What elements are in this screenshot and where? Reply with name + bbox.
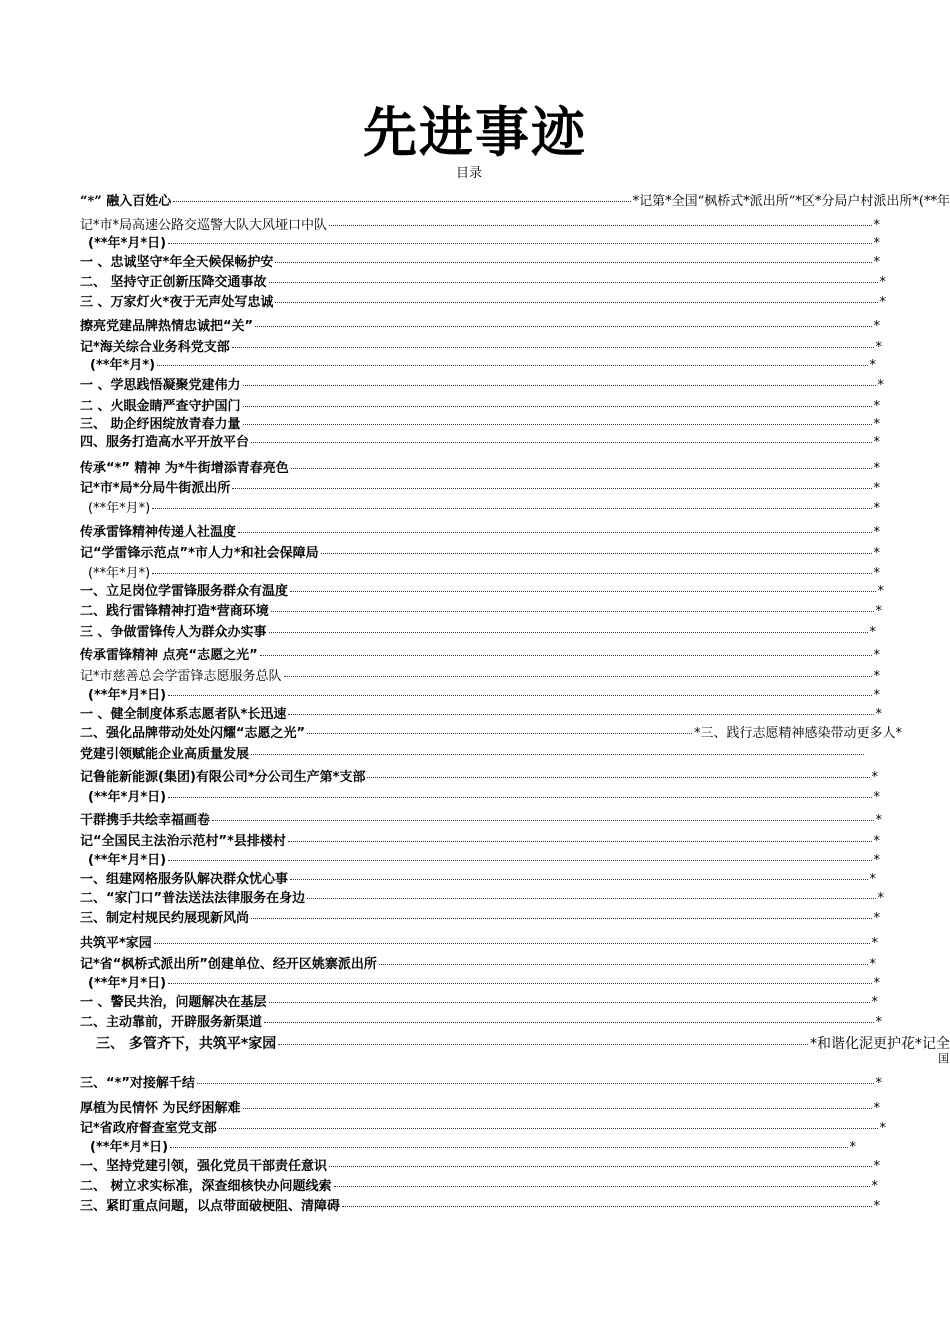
toc-entry-title: 记鲁能新能源(集团)有限公司*分公司生产第*支部 [80, 770, 366, 785]
toc-page-number: * [873, 501, 880, 516]
toc-entry[interactable] [80, 431, 880, 451]
toc-leader [290, 868, 867, 880]
toc-page-number: * [873, 669, 880, 684]
toc-entry[interactable] [80, 644, 880, 664]
toc-page-number: * [873, 834, 880, 849]
toc-page-number: * [873, 399, 880, 414]
toc-entry[interactable] [88, 562, 880, 582]
toc-entry-title: 干群携手共绘幸福画卷 [80, 813, 211, 828]
toc-entry-title: 一、坚持党建引领，强化党员干部责任意识 [80, 1159, 328, 1174]
toc-entry-title: 记*市*局*分局牛街派出所 [80, 481, 231, 496]
toc-leader [379, 953, 868, 965]
toc-entry[interactable] [80, 1011, 882, 1031]
toc-page-number: * [873, 1159, 880, 1174]
toc-leader [255, 315, 871, 327]
toc-entry[interactable] [80, 374, 884, 394]
toc-page-number: * [873, 790, 880, 805]
toc-page-number: * [875, 604, 882, 619]
toc-entry-title: 二、“家门口”普法送法法律服务在身边 [80, 891, 306, 906]
toc-entry[interactable] [88, 972, 880, 992]
toc-entry[interactable] [80, 991, 878, 1011]
toc-leader [152, 562, 871, 574]
toc-entry-title: 一 、忠诚坚守*年全天候保畅护安 [80, 255, 274, 270]
toc-page-number: * [873, 976, 880, 991]
toc-leader [232, 477, 871, 489]
toc-entry-title: (**年*月*日) [88, 853, 167, 868]
toc-entry-title: 二、强化品牌带动处处闪耀“志愿之光” [80, 726, 306, 741]
toc-entry[interactable] [80, 580, 884, 600]
toc-entry-title: 传承雷锋精神传递人社温度 [80, 525, 237, 540]
toc-entry-title: 一、组建网格服务队解决群众忧心事 [80, 872, 289, 887]
toc-entry[interactable] [80, 315, 880, 335]
toc-entry-title: 二、主动靠前，开辟服务新渠道 [80, 1015, 263, 1030]
toc-page-number: * [871, 995, 878, 1010]
toc-leader [152, 497, 871, 509]
toc-entry-title: 记“学雷锋示范点”*市人力*和社会保障局 [80, 546, 319, 561]
toc-page-number: * [873, 435, 880, 450]
toc-page-number: * [873, 236, 880, 251]
toc-page-number: * [873, 319, 880, 334]
toc-leader [170, 1136, 847, 1148]
toc-entry-tail: *和谐化泥更护花*记全 [810, 1036, 950, 1052]
toc-page-number: * [869, 872, 876, 887]
toc-entry-title: 传承雷锋精神 点亮“志愿之光” [80, 648, 258, 663]
toc-entry[interactable] [80, 743, 866, 763]
toc-leader [219, 1117, 878, 1129]
toc-leader [168, 786, 871, 798]
toc-page-number: * [849, 1140, 856, 1155]
toc-entry[interactable] [80, 665, 880, 685]
toc-entry[interactable] [80, 868, 876, 888]
toc-leader [168, 684, 871, 696]
toc-entry[interactable] [80, 722, 902, 742]
toc-leader [168, 972, 871, 984]
toc-entry[interactable] [80, 600, 882, 620]
toc-leader [291, 457, 872, 469]
toc-page-number: * [875, 1076, 882, 1091]
toc-entry-title: (**年*月*日) [88, 688, 167, 703]
toc-leader [212, 809, 873, 821]
toc-entry[interactable] [80, 1175, 878, 1195]
toc-entry[interactable] [80, 477, 880, 497]
toc-entry[interactable] [96, 1033, 950, 1053]
toc-entry-tail: *三、践行志愿精神感染带动更多人* [693, 726, 902, 741]
toc-heading: 目录 [455, 166, 482, 181]
toc-entry-title: 一 、警民共治，问题解决在基层 [80, 995, 267, 1010]
toc-page-number: * [875, 340, 882, 355]
toc-page-number: * [871, 936, 878, 951]
toc-leader [243, 1097, 872, 1109]
toc-page-number: * [873, 546, 880, 561]
toc-entry-title: (**年*月*日) [88, 976, 167, 991]
toc-entry-title: 三 、争做雷锋传人为群众办实事 [80, 625, 267, 640]
toc-entry-title: 三、 助企纾困绽放青春力量 [80, 417, 241, 432]
toc-entry[interactable] [80, 413, 880, 433]
toc-entry-title: 记*市*局高速公路交巡警大队大风垭口中队 [80, 218, 328, 233]
toc-entry[interactable] [80, 251, 880, 271]
toc-page-number: * [869, 625, 876, 640]
toc-leader [342, 1195, 871, 1207]
toc-entry[interactable] [80, 621, 876, 641]
toc-entry[interactable] [80, 1097, 880, 1117]
toc-leader [269, 271, 878, 283]
toc-entry[interactable] [80, 887, 884, 907]
toc-entry-title: 记*省政府督查室党支部 [80, 1121, 217, 1136]
toc-entry-title: 一、立足岗位学雷锋服务群众有温度 [80, 584, 289, 599]
toc-leader [173, 190, 630, 202]
toc-page-number: * [873, 1199, 880, 1214]
toc-page-number: * [873, 648, 880, 663]
toc-entry-title: 传承“*” 精神 为*牛街增添青春亮色 [80, 461, 289, 476]
toc-leader [269, 621, 868, 633]
toc-page-number: * [879, 275, 886, 290]
toc-entry-title: 一 、学思践悟凝聚党建伟力 [80, 378, 241, 393]
toc-leader [251, 907, 871, 919]
toc-leader [168, 849, 871, 861]
toc-entry-title: 厚植为民情怀 为民纾困解难 [80, 1101, 241, 1116]
toc-leader [154, 932, 870, 944]
toc-entry-title: 记*海关综合业务科党支部 [80, 340, 230, 355]
toc-page-number: * [877, 891, 884, 906]
toc-page-number: * [873, 853, 880, 868]
toc-leader [243, 395, 872, 407]
toc-entry-title: 一 、健全制度体系志愿者队*长迅速 [80, 707, 287, 722]
toc-entry-tail: *记第*全国“枫桥式*派出所”*区*分局户村派出所*(**年 [632, 194, 950, 209]
toc-entry[interactable] [80, 907, 880, 927]
toc-entry[interactable] [88, 849, 880, 869]
toc-leader [275, 291, 877, 303]
toc-page-number: * [875, 813, 882, 828]
toc-page-number: * [873, 218, 880, 233]
toc-page-number: * [873, 525, 880, 540]
toc-leader [243, 374, 876, 386]
toc-entry[interactable] [88, 232, 880, 252]
toc-entry[interactable] [80, 271, 886, 291]
toc-leader [367, 766, 869, 778]
toc-entry[interactable] [90, 354, 876, 374]
toc-leader [264, 1011, 873, 1023]
toc-leader [238, 521, 871, 533]
toc-page-number: * [873, 566, 880, 581]
stray-character: 国 [938, 1052, 949, 1065]
toc-leader [275, 251, 871, 263]
toc-page-number: * [873, 255, 880, 270]
toc-entry[interactable] [80, 1117, 886, 1137]
toc-leader [288, 830, 872, 842]
toc-page-number: * [879, 1121, 886, 1136]
toc-entry-title: 三、 多管齐下，共筑平*家园 [96, 1036, 277, 1052]
toc-page-number: * [873, 417, 880, 432]
toc-entry[interactable] [80, 336, 882, 356]
toc-entry[interactable] [80, 766, 878, 786]
toc-leader [197, 1072, 874, 1084]
toc-leader [168, 232, 871, 244]
toc-entry-title: (**年*月*日) [88, 790, 167, 805]
toc-entry-title: 四、服务打造高水平开放平台 [80, 435, 250, 450]
toc-page-number: * [875, 707, 882, 722]
toc-leader [278, 1033, 808, 1045]
toc-entry[interactable] [80, 457, 880, 477]
toc-page-number: * [873, 688, 880, 703]
toc-entry-title: 记*省“枫桥式派出所”创建单位、经开区姚寨派出所 [80, 957, 377, 972]
toc-entry-title: 共筑平*家园 [80, 936, 152, 951]
toc-entry-title: 擦亮党建品牌热情忠诚把“关” [80, 319, 254, 334]
toc-leader [260, 644, 872, 656]
toc-entry[interactable] [80, 214, 880, 234]
toc-entry[interactable] [80, 932, 878, 952]
toc-leader [251, 743, 864, 755]
toc-leader [329, 1155, 871, 1167]
toc-entry-title: 二 、火眼金睛严查守护国门 [80, 399, 241, 414]
toc-entry-title: (**年*月*日) [88, 236, 167, 251]
toc-leader [307, 722, 692, 734]
toc-entry[interactable] [88, 497, 880, 517]
toc-entry[interactable] [90, 1136, 856, 1156]
toc-page-number: * [873, 481, 880, 496]
toc-entry-title: 三、“*”对接解千结 [80, 1076, 195, 1091]
toc-page-number: * [871, 770, 878, 785]
toc-entry-title: 三 、万家灯火*夜于无声处写忠诚 [80, 295, 274, 310]
toc-entry[interactable] [80, 703, 882, 723]
toc-page-number: * [873, 1101, 880, 1116]
toc-page-number: * [875, 1015, 882, 1030]
toc-entry[interactable] [80, 521, 880, 541]
toc-entry-title: 记“全国民主法治示范村”*县排楼村 [80, 834, 286, 849]
toc-page-number: * [879, 295, 886, 310]
toc-leader [243, 413, 872, 425]
toc-leader [284, 665, 872, 677]
toc-entry[interactable] [80, 809, 882, 829]
toc-page-number: * [873, 461, 880, 476]
toc-entry[interactable] [80, 1155, 880, 1175]
toc-entry[interactable] [88, 786, 880, 806]
toc-entry-title: (**年*月*日) [90, 1140, 169, 1155]
toc-leader [288, 703, 873, 715]
toc-leader [251, 431, 871, 443]
toc-page-number: * [877, 584, 884, 599]
toc-entry-title: 记*市慈善总会学雷锋志愿服务总队 [80, 669, 282, 684]
toc-entry-title: 党建引领赋能企业高质量发展 [80, 747, 250, 762]
toc-leader [307, 887, 875, 899]
toc-page-number: * [869, 358, 876, 373]
toc-entry[interactable] [88, 684, 880, 704]
toc-entry-title: 二、 树立求实标准，深查细核快办问题线索 [80, 1179, 332, 1194]
toc-leader [321, 542, 872, 554]
toc-entry-title: (**年*月*) [88, 501, 151, 516]
toc-entry-title: 二、 坚持守正创新压降交通事故 [80, 275, 267, 290]
toc-entry[interactable] [80, 395, 880, 415]
toc-entry[interactable] [80, 1195, 880, 1215]
toc-leader [269, 991, 870, 1003]
toc-leader [329, 214, 871, 226]
toc-page-number: * [873, 911, 880, 926]
toc-page-number: * [871, 1179, 878, 1194]
toc-page-number: * [869, 957, 876, 972]
toc-entry[interactable] [80, 542, 880, 562]
toc-entry-title: (**年*月*) [88, 566, 151, 581]
toc-leader [290, 580, 875, 592]
toc-page-number: * [877, 378, 884, 393]
toc-entry-title: “*” 融入百姓心 [80, 194, 172, 209]
toc-entry-title: 三、制定村规民约展现新风尚 [80, 911, 250, 926]
page-title: 先进事迹 [363, 101, 587, 164]
toc-leader [157, 354, 867, 366]
toc-entry[interactable] [80, 830, 880, 850]
toc-entry[interactable] [80, 953, 876, 973]
toc-entry-title: (**年*月*) [90, 358, 156, 373]
toc-entry-title: 三、紧盯重点问题，以点带面破梗阻、清障碍 [80, 1199, 341, 1214]
toc-entry[interactable] [80, 1072, 882, 1092]
toc-leader [271, 600, 874, 612]
toc-entry-title: 二、践行雷锋精神打造*营商环境 [80, 604, 269, 619]
toc-leader [232, 336, 874, 348]
toc-leader [334, 1175, 870, 1187]
toc-entry[interactable] [80, 291, 886, 311]
toc-entry[interactable] [80, 190, 950, 210]
